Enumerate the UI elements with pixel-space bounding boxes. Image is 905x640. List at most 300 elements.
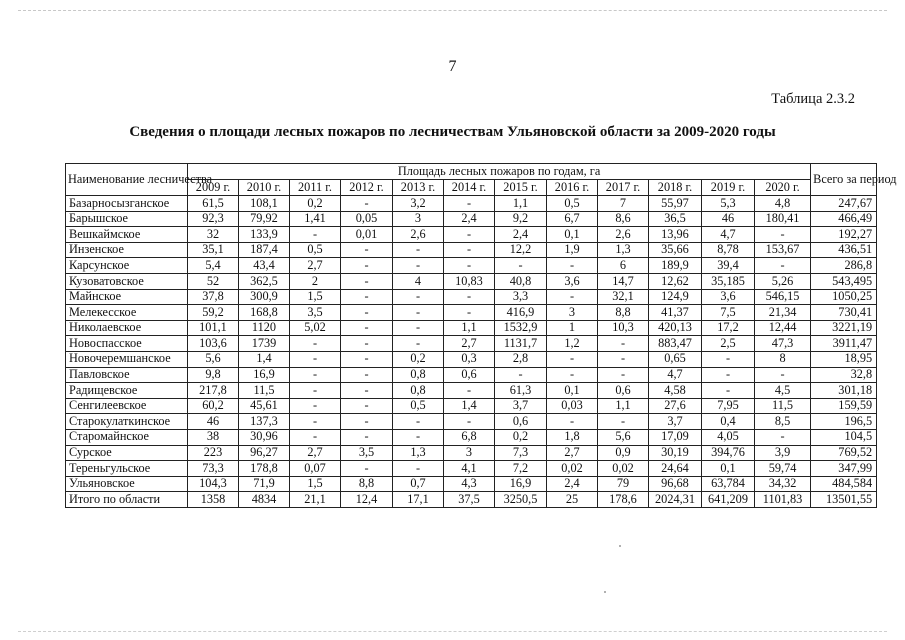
header-year-10: 2018 г. [649, 180, 702, 196]
area-value-cell: - [341, 367, 393, 383]
area-value-cell: 0,1 [702, 461, 755, 477]
table-row [66, 289, 877, 305]
area-value-cell: 0,01 [341, 227, 393, 243]
table-row [66, 429, 877, 445]
area-value-cell: 0,5 [547, 196, 598, 212]
table-row [66, 351, 877, 367]
table-body [66, 196, 877, 508]
total-value-cell: 730,41 [811, 305, 877, 321]
area-value-cell: 4 [393, 273, 444, 289]
table-row [66, 367, 877, 383]
area-value-cell: 52 [188, 273, 239, 289]
area-value-cell: - [547, 414, 598, 430]
area-value-cell: 17,2 [702, 320, 755, 336]
area-value-cell: 178,8 [239, 461, 290, 477]
area-value-cell: 41,37 [649, 305, 702, 321]
table-row [66, 445, 877, 461]
table-row [66, 273, 877, 289]
area-value-cell: 12,62 [649, 273, 702, 289]
area-value-cell: 3,6 [547, 273, 598, 289]
area-value-cell: 8,8 [341, 476, 393, 492]
area-value-cell: 6,8 [444, 429, 495, 445]
area-value-cell: 1 [547, 320, 598, 336]
total-value-cell: 466,49 [811, 211, 877, 227]
area-value-cell: - [598, 351, 649, 367]
forestry-name-cell: Радищевское [66, 383, 188, 399]
forestry-name-cell: Кузоватовское [66, 273, 188, 289]
table-row [66, 320, 877, 336]
area-value-cell: 17,1 [393, 492, 444, 508]
area-value-cell: 3250,5 [495, 492, 547, 508]
area-value-cell: 416,9 [495, 305, 547, 321]
area-value-cell: - [341, 336, 393, 352]
area-value-cell: - [547, 351, 598, 367]
area-value-cell: 35,1 [188, 242, 239, 258]
area-value-cell: 45,61 [239, 398, 290, 414]
area-value-cell: 101,1 [188, 320, 239, 336]
area-value-cell: 0,3 [444, 351, 495, 367]
area-value-cell: - [702, 383, 755, 399]
area-value-cell: - [393, 289, 444, 305]
area-value-cell: 0,03 [547, 398, 598, 414]
area-value-cell: 14,7 [598, 273, 649, 289]
area-value-cell: 217,8 [188, 383, 239, 399]
area-value-cell: 92,3 [188, 211, 239, 227]
area-value-cell: - [598, 414, 649, 430]
forestry-name-cell: Старомайнское [66, 429, 188, 445]
area-value-cell: - [444, 414, 495, 430]
forestry-name-cell: Майнское [66, 289, 188, 305]
area-value-cell: 8,78 [702, 242, 755, 258]
area-value-cell: 0,5 [290, 242, 341, 258]
area-value-cell: 0,02 [598, 461, 649, 477]
area-value-cell: 60,2 [188, 398, 239, 414]
area-value-cell: 1358 [188, 492, 239, 508]
area-value-cell: - [341, 320, 393, 336]
area-value-cell: - [290, 227, 341, 243]
area-value-cell: 3,3 [495, 289, 547, 305]
area-value-cell: 108,1 [239, 196, 290, 212]
forestry-name-cell: Новоспасское [66, 336, 188, 352]
area-value-cell: - [444, 196, 495, 212]
area-value-cell: 3,7 [649, 414, 702, 430]
top-scan-rule [18, 10, 887, 11]
area-value-cell: 420,13 [649, 320, 702, 336]
area-value-cell: 30,96 [239, 429, 290, 445]
area-value-cell: 39,4 [702, 258, 755, 274]
area-value-cell: - [290, 336, 341, 352]
area-value-cell: 9,2 [495, 211, 547, 227]
area-value-cell: 883,47 [649, 336, 702, 352]
area-value-cell: - [755, 367, 811, 383]
area-value-cell: 0,2 [495, 429, 547, 445]
area-value-cell: 2024,31 [649, 492, 702, 508]
table-row [66, 227, 877, 243]
area-value-cell: 3,7 [495, 398, 547, 414]
area-value-cell: 2,4 [444, 211, 495, 227]
area-value-cell: - [755, 258, 811, 274]
forestry-name-cell: Базарносызганское [66, 196, 188, 212]
table-row [66, 336, 877, 352]
area-value-cell: 1,2 [547, 336, 598, 352]
area-value-cell: 55,97 [649, 196, 702, 212]
area-value-cell: 71,9 [239, 476, 290, 492]
area-value-cell: - [755, 227, 811, 243]
area-value-cell: - [393, 258, 444, 274]
total-value-cell: 769,52 [811, 445, 877, 461]
area-value-cell: 7,5 [702, 305, 755, 321]
header-year-6: 2014 г. [444, 180, 495, 196]
area-value-cell: 0,02 [547, 461, 598, 477]
area-value-cell: 61,5 [188, 196, 239, 212]
area-value-cell: - [495, 258, 547, 274]
area-value-cell: 1131,7 [495, 336, 547, 352]
area-value-cell: 7,3 [495, 445, 547, 461]
area-value-cell: 43,4 [239, 258, 290, 274]
header-name-column: Наименование лесничества [66, 164, 188, 196]
area-value-cell: 103,6 [188, 336, 239, 352]
scan-speck [604, 591, 606, 593]
area-value-cell: 63,784 [702, 476, 755, 492]
header-year-9: 2017 г. [598, 180, 649, 196]
area-value-cell: 79 [598, 476, 649, 492]
header-year-7: 2015 г. [495, 180, 547, 196]
area-value-cell: - [495, 367, 547, 383]
area-value-cell: - [393, 320, 444, 336]
table-row [66, 383, 877, 399]
total-value-cell: 159,59 [811, 398, 877, 414]
header-row-1 [66, 164, 877, 180]
area-value-cell: - [341, 398, 393, 414]
area-value-cell: 2,4 [495, 227, 547, 243]
area-value-cell: 8 [755, 351, 811, 367]
area-value-cell: 21,34 [755, 305, 811, 321]
area-value-cell: - [547, 289, 598, 305]
area-value-cell: 96,27 [239, 445, 290, 461]
header-year-5: 2013 г. [393, 180, 444, 196]
area-value-cell: - [290, 383, 341, 399]
area-value-cell: - [290, 367, 341, 383]
area-value-cell: - [444, 305, 495, 321]
area-value-cell: 0,1 [547, 383, 598, 399]
forestry-name-cell: Ульяновское [66, 476, 188, 492]
area-value-cell: - [341, 351, 393, 367]
header-year-1: 2009 г. [188, 180, 239, 196]
area-value-cell: - [290, 351, 341, 367]
forest-fires-table [65, 163, 897, 508]
area-value-cell: - [341, 196, 393, 212]
total-value-cell: 484,584 [811, 476, 877, 492]
area-value-cell: - [444, 383, 495, 399]
area-value-cell: 17,09 [649, 429, 702, 445]
area-value-cell: 5,3 [702, 196, 755, 212]
area-value-cell: 124,9 [649, 289, 702, 305]
total-value-cell: 247,67 [811, 196, 877, 212]
area-value-cell: 30,19 [649, 445, 702, 461]
area-value-cell: - [444, 289, 495, 305]
area-value-cell: 16,9 [495, 476, 547, 492]
total-value-cell: 543,495 [811, 273, 877, 289]
area-value-cell: - [547, 258, 598, 274]
area-value-cell: 4,3 [444, 476, 495, 492]
area-value-cell: 1,3 [598, 242, 649, 258]
total-value-cell: 18,95 [811, 351, 877, 367]
forestry-name-cell: Павловское [66, 367, 188, 383]
total-value-cell: 347,99 [811, 461, 877, 477]
area-value-cell: 0,5 [393, 398, 444, 414]
header-total-column: Всего за период [811, 164, 877, 196]
area-value-cell: 10,83 [444, 273, 495, 289]
area-value-cell: 73,3 [188, 461, 239, 477]
area-value-cell: 59,74 [755, 461, 811, 477]
forestry-name-cell: Новочеремшанское [66, 351, 188, 367]
document-title: Сведения о площади лесных пожаров по лесничествам Ульяновской области за 2009-2020 годы [129, 124, 776, 140]
forestry-name-cell: Мелекесское [66, 305, 188, 321]
area-value-cell: 2 [290, 273, 341, 289]
table-row [66, 398, 877, 414]
area-value-cell: 0,6 [598, 383, 649, 399]
total-value-cell: 192,27 [811, 227, 877, 243]
total-value-cell: 1050,25 [811, 289, 877, 305]
header-year-2: 2010 г. [239, 180, 290, 196]
area-value-cell: 2,6 [598, 227, 649, 243]
area-value-cell: - [702, 367, 755, 383]
area-value-cell: - [341, 305, 393, 321]
area-value-cell: - [341, 414, 393, 430]
area-value-cell: 7,2 [495, 461, 547, 477]
area-value-cell: 8,8 [598, 305, 649, 321]
total-value-cell: 104,5 [811, 429, 877, 445]
area-value-cell: 0,1 [547, 227, 598, 243]
total-value-cell: 13501,55 [811, 492, 877, 508]
area-value-cell: 4,7 [649, 367, 702, 383]
area-value-cell: 12,44 [755, 320, 811, 336]
area-value-cell: 6,7 [547, 211, 598, 227]
forestry-name-cell: Сурское [66, 445, 188, 461]
table-row [66, 305, 877, 321]
area-value-cell: 9,8 [188, 367, 239, 383]
area-value-cell: 0,05 [341, 211, 393, 227]
area-value-cell: - [444, 242, 495, 258]
area-value-cell: 7,95 [702, 398, 755, 414]
area-value-cell: - [290, 414, 341, 430]
area-value-cell: 3,5 [290, 305, 341, 321]
forestry-name-cell: Вешкаймское [66, 227, 188, 243]
area-value-cell: 8,5 [755, 414, 811, 430]
area-value-cell: 16,9 [239, 367, 290, 383]
area-value-cell: 38 [188, 429, 239, 445]
page-number: 7 [448, 58, 457, 75]
total-value-cell: 436,51 [811, 242, 877, 258]
area-value-cell: 6 [598, 258, 649, 274]
area-value-cell: 153,67 [755, 242, 811, 258]
area-value-cell: 4,58 [649, 383, 702, 399]
area-value-cell: 4,1 [444, 461, 495, 477]
area-value-cell: 1,8 [547, 429, 598, 445]
area-value-cell: 4,5 [755, 383, 811, 399]
area-value-cell: 4,7 [702, 227, 755, 243]
bottom-scan-rule [18, 631, 887, 632]
area-value-cell: - [341, 258, 393, 274]
area-value-cell: 2,7 [444, 336, 495, 352]
area-value-cell: 1,5 [290, 289, 341, 305]
area-value-cell: - [341, 383, 393, 399]
area-value-cell: - [393, 414, 444, 430]
area-value-cell: 25 [547, 492, 598, 508]
area-value-cell: 32,1 [598, 289, 649, 305]
area-value-cell: - [341, 273, 393, 289]
table-row [66, 196, 877, 212]
area-value-cell: 546,15 [755, 289, 811, 305]
area-value-cell: 187,4 [239, 242, 290, 258]
area-value-cell: 133,9 [239, 227, 290, 243]
area-value-cell: 5,6 [188, 351, 239, 367]
area-value-cell: 10,3 [598, 320, 649, 336]
area-value-cell: 5,26 [755, 273, 811, 289]
total-value-cell: 286,8 [811, 258, 877, 274]
area-value-cell: 2,4 [547, 476, 598, 492]
area-value-cell: 189,9 [649, 258, 702, 274]
table-label: Таблица 2.3.2 [771, 91, 855, 107]
area-value-cell: 1120 [239, 320, 290, 336]
area-value-cell: - [290, 429, 341, 445]
total-value-cell: 301,18 [811, 383, 877, 399]
area-value-cell: 61,3 [495, 383, 547, 399]
area-value-cell: - [444, 258, 495, 274]
area-value-cell: 1,9 [547, 242, 598, 258]
area-value-cell: 96,68 [649, 476, 702, 492]
area-value-cell: 5,6 [598, 429, 649, 445]
forestry-name-cell: Сенгилеевское [66, 398, 188, 414]
area-value-cell: - [547, 367, 598, 383]
area-value-cell: 300,9 [239, 289, 290, 305]
area-value-cell: 3 [444, 445, 495, 461]
area-value-cell: 1,4 [239, 351, 290, 367]
area-value-cell: 35,185 [702, 273, 755, 289]
area-value-cell: - [702, 351, 755, 367]
area-value-cell: - [755, 429, 811, 445]
area-value-cell: - [598, 336, 649, 352]
header-year-12: 2020 г. [755, 180, 811, 196]
area-value-cell: 362,5 [239, 273, 290, 289]
area-value-cell: 46 [188, 414, 239, 430]
area-value-cell: 104,3 [188, 476, 239, 492]
area-value-cell: 0,8 [393, 367, 444, 383]
table-row [66, 476, 877, 492]
area-value-cell: 0,07 [290, 461, 341, 477]
area-value-cell: 137,3 [239, 414, 290, 430]
area-value-cell: 79,92 [239, 211, 290, 227]
area-value-cell: 2,7 [290, 258, 341, 274]
forestry-name-cell: Тереньгульское [66, 461, 188, 477]
area-value-cell: 3 [393, 211, 444, 227]
scan-speck [619, 545, 621, 547]
area-value-cell: 394,76 [702, 445, 755, 461]
area-value-cell: 0,2 [290, 196, 341, 212]
area-value-cell: 37,8 [188, 289, 239, 305]
area-value-cell: 5,02 [290, 320, 341, 336]
forestry-name-cell: Карсунское [66, 258, 188, 274]
area-value-cell: 0,9 [598, 445, 649, 461]
area-value-cell: 223 [188, 445, 239, 461]
area-value-cell: 0,2 [393, 351, 444, 367]
area-value-cell: 3 [547, 305, 598, 321]
table-row [66, 492, 877, 508]
forestry-name-cell: Николаевское [66, 320, 188, 336]
area-value-cell: 2,7 [547, 445, 598, 461]
area-value-cell: 1,41 [290, 211, 341, 227]
area-value-cell: - [598, 367, 649, 383]
area-value-cell: 32 [188, 227, 239, 243]
area-value-cell: 37,5 [444, 492, 495, 508]
area-value-cell: 3,5 [341, 445, 393, 461]
table-row [66, 461, 877, 477]
area-value-cell: 24,64 [649, 461, 702, 477]
area-value-cell: - [444, 227, 495, 243]
area-value-cell: 1532,9 [495, 320, 547, 336]
area-value-cell: 12,2 [495, 242, 547, 258]
area-value-cell: 46 [702, 211, 755, 227]
area-value-cell: 5,4 [188, 258, 239, 274]
area-value-cell: 3,2 [393, 196, 444, 212]
area-value-cell: 2,6 [393, 227, 444, 243]
area-value-cell: 178,6 [598, 492, 649, 508]
area-value-cell: - [341, 429, 393, 445]
area-value-cell: - [393, 336, 444, 352]
header-year-3: 2011 г. [290, 180, 341, 196]
area-value-cell: 180,41 [755, 211, 811, 227]
area-value-cell: - [290, 398, 341, 414]
area-value-cell: - [341, 461, 393, 477]
area-value-cell: 59,2 [188, 305, 239, 321]
area-value-cell: 0,8 [393, 383, 444, 399]
header-area-group: Площадь лесных пожаров по годам, га [188, 164, 811, 180]
area-value-cell: 168,8 [239, 305, 290, 321]
area-value-cell: 12,4 [341, 492, 393, 508]
forestry-name-cell: Итого по области [66, 492, 188, 508]
area-value-cell: 8,6 [598, 211, 649, 227]
area-value-cell: 641,209 [702, 492, 755, 508]
area-value-cell: 7 [598, 196, 649, 212]
header-year-11: 2019 г. [702, 180, 755, 196]
area-value-cell: 36,5 [649, 211, 702, 227]
area-value-cell: 1,1 [444, 320, 495, 336]
total-value-cell: 32,8 [811, 367, 877, 383]
area-value-cell: 0,4 [702, 414, 755, 430]
total-value-cell: 196,5 [811, 414, 877, 430]
area-value-cell: 4834 [239, 492, 290, 508]
area-value-cell: 4,8 [755, 196, 811, 212]
header-year-4: 2012 г. [341, 180, 393, 196]
table-row [66, 211, 877, 227]
area-value-cell: 34,32 [755, 476, 811, 492]
area-value-cell: - [393, 461, 444, 477]
header-year-8: 2016 г. [547, 180, 598, 196]
area-value-cell: 2,8 [495, 351, 547, 367]
table-row [66, 258, 877, 274]
area-value-cell: - [393, 429, 444, 445]
area-value-cell: 13,96 [649, 227, 702, 243]
area-value-cell: 0,65 [649, 351, 702, 367]
area-value-cell: 1739 [239, 336, 290, 352]
forestry-name-cell: Инзенское [66, 242, 188, 258]
area-value-cell: 4,05 [702, 429, 755, 445]
forestry-name-cell: Барышское [66, 211, 188, 227]
area-value-cell: 2,7 [290, 445, 341, 461]
total-value-cell: 3221,19 [811, 320, 877, 336]
area-value-cell: 2,5 [702, 336, 755, 352]
area-value-cell: - [393, 305, 444, 321]
